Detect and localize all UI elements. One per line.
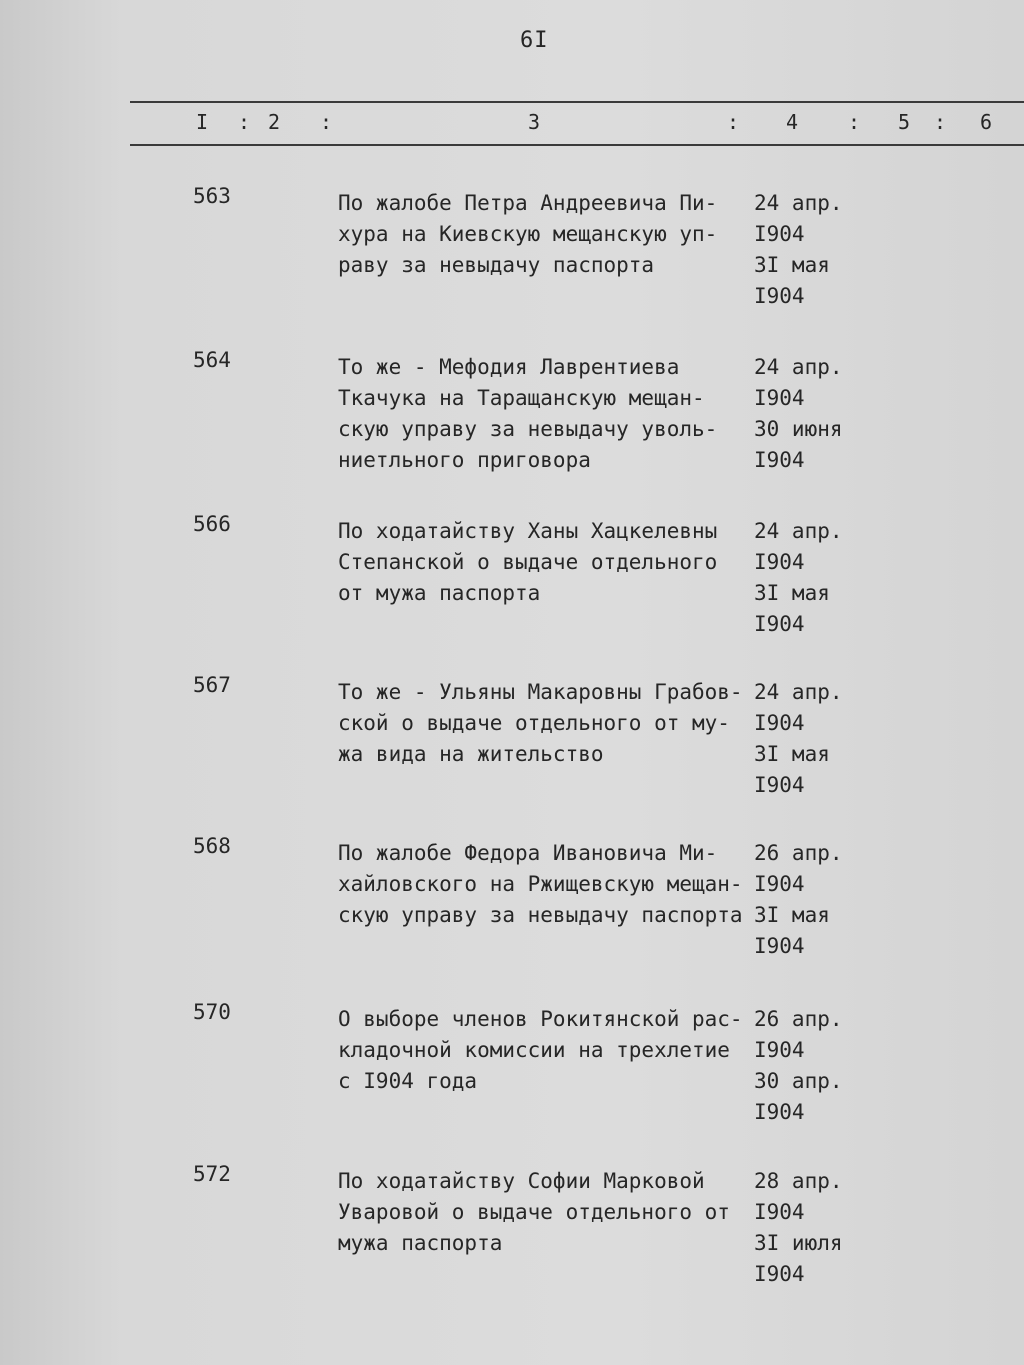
entry-dates: 24 апр. I904 3I мая I904 bbox=[754, 519, 843, 636]
entry-description: То же - Мефодия Лаврентиева Ткачука на Таращанскую мещан- скую управу за невыдачу уволь- ниетльного приговора bbox=[338, 355, 718, 472]
column-separator: : bbox=[238, 110, 251, 134]
header-top-rule bbox=[130, 101, 1024, 103]
entry-dates: 26 апр. I904 30 апр. I904 bbox=[754, 1007, 843, 1124]
entry-description: По жалобе Федора Ивановича Ми- хайловского на Ржищевскую мещан- скую управу за невыдачу паспорта bbox=[338, 841, 743, 927]
entry-number: 567 bbox=[193, 673, 231, 697]
column-header-4: 4 bbox=[786, 110, 799, 134]
column-header-6: 6 bbox=[980, 110, 993, 134]
column-separator: : bbox=[727, 110, 740, 134]
entry-description: По жалобе Петра Андреевича Пи- хура на Киевскую мещанскую уп- раву за невыдачу паспорта bbox=[338, 191, 718, 277]
column-separator: : bbox=[848, 110, 861, 134]
entry-dates: 24 апр. I904 3I мая I904 bbox=[754, 680, 843, 797]
entry-description: О выборе членов Рокитянской рас- кладочной комиссии на трехлетие с I904 года bbox=[338, 1007, 743, 1093]
entry-number: 568 bbox=[193, 834, 231, 858]
column-header-row bbox=[0, 110, 1024, 140]
entry-number: 564 bbox=[193, 348, 231, 372]
column-header-1: I bbox=[196, 110, 209, 134]
header-bottom-rule bbox=[130, 144, 1024, 146]
entry-description: То же - Ульяны Макаровны Грабов- ской о выдаче отдельного от му- жа вида на жительство bbox=[338, 680, 743, 766]
column-separator: : bbox=[320, 110, 333, 134]
entry-description: По ходатайству Софии Марковой Уваровой о выдаче отдельного от мужа паспорта bbox=[338, 1169, 730, 1255]
entry-number: 570 bbox=[193, 1000, 231, 1024]
column-header-3: 3 bbox=[528, 110, 541, 134]
entry-dates: 24 апр. I904 30 июня I904 bbox=[754, 355, 843, 472]
column-separator: : bbox=[934, 110, 947, 134]
entry-dates: 28 апр. I904 3I июля I904 bbox=[754, 1169, 843, 1286]
entry-dates: 26 апр. I904 3I мая I904 bbox=[754, 841, 843, 958]
column-header-5: 5 bbox=[898, 110, 911, 134]
page-number: 6I bbox=[520, 28, 549, 53]
entry-dates: 24 апр. I904 3I мая I904 bbox=[754, 191, 843, 308]
entry-number: 572 bbox=[193, 1162, 231, 1186]
column-header-2: 2 bbox=[268, 110, 281, 134]
entry-number: 566 bbox=[193, 512, 231, 536]
entry-description: По ходатайству Ханы Хацкелевны Степанской о выдаче отдельного от мужа паспорта bbox=[338, 519, 718, 605]
entry-number: 563 bbox=[193, 184, 231, 208]
